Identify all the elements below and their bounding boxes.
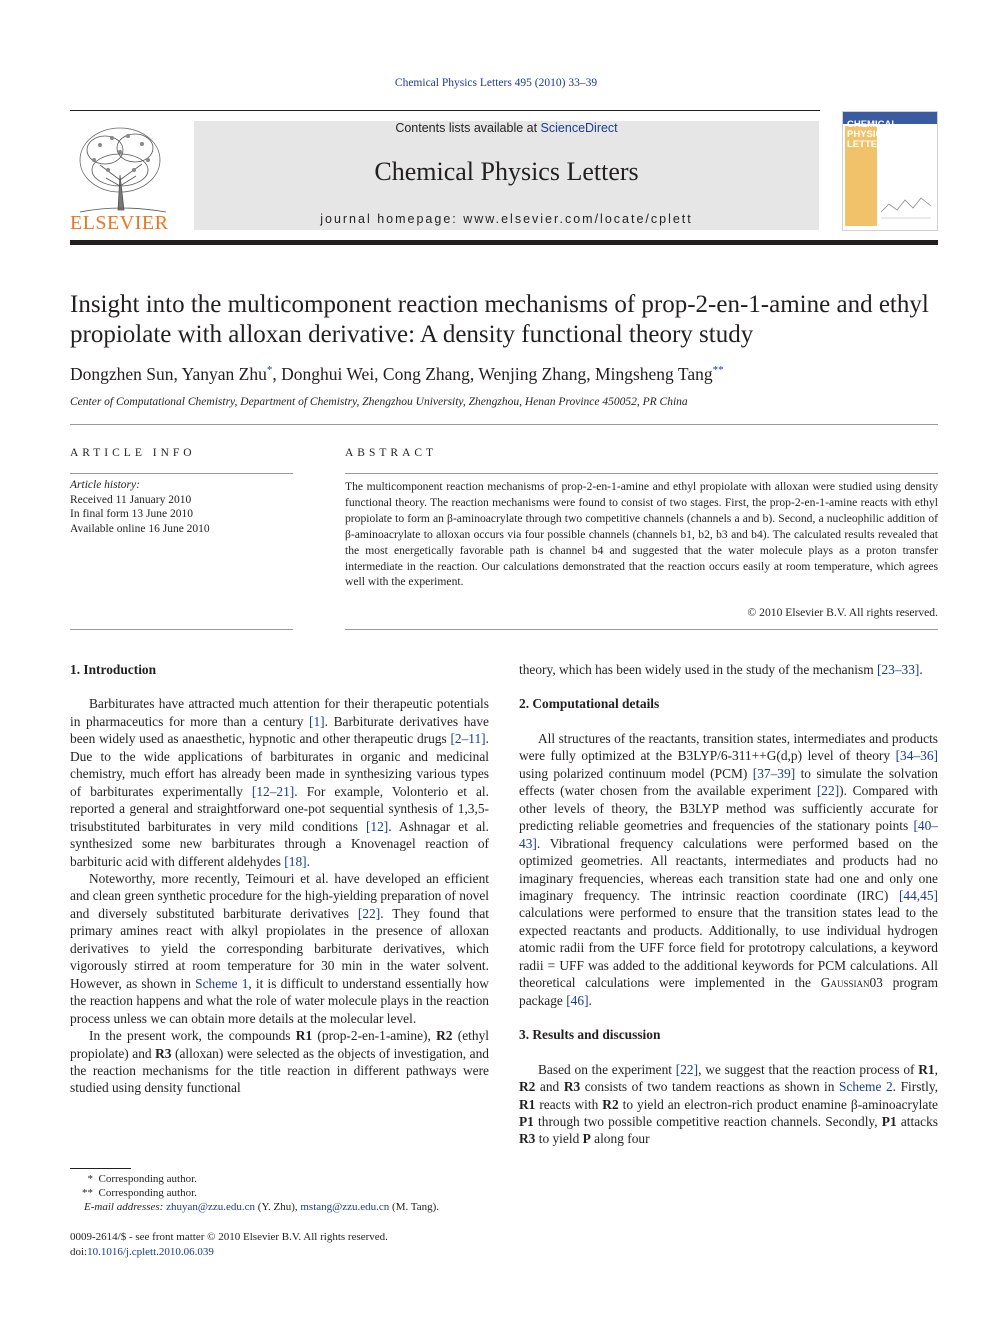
abstract-bottom-rule xyxy=(345,629,938,630)
ref-link[interactable]: [23–33] xyxy=(877,662,920,677)
ref-link[interactable]: [22] xyxy=(357,905,381,921)
ref-link[interactable]: [12] xyxy=(365,818,389,834)
ref-link[interactable]: [12–21] xyxy=(251,783,295,799)
section-2-title: 2. Computational details xyxy=(519,696,660,712)
ref-link[interactable]: [34–36] xyxy=(895,748,938,764)
ref-link[interactable]: [37–39] xyxy=(752,765,796,781)
footnote-emails: E-mail addresses: zhuyan@zzu.edu.cn (Y. Zhu), mstang@zzu.edu.cn (M. Tang). xyxy=(84,1201,440,1214)
abstract-heading: ABSTRACT xyxy=(345,447,438,459)
doi-line: doi:10.1016/j.cplett.2010.06.039 xyxy=(70,1245,214,1258)
footnote-1: * Corresponding author. xyxy=(87,1173,197,1185)
scheme-link[interactable]: Scheme 1 xyxy=(195,975,249,991)
cover-title-line-3: LETTERS xyxy=(847,139,891,150)
footnote-2: ** Corresponding author. xyxy=(82,1187,197,1200)
intro-paragraph-2: Noteworthy, more recently, Teimouri et al. have developed an efficient and clean green synthetic procedure for the high-yielding preparation of novel and diversely substituted barbiturate derivatives [22]. They found that primary amines react with alkyl propiolates in the presence of alloxan derivatives to yield the corresponding barbiturate derivatives, which vigorously stirred at room temperature for 30 min in the water solvent. However, as shown in Scheme 1, it is difficult to understand essentially how the reaction happens and what the role of water molecule plays in the reaction process unless we can obtain more details at the molecular level. xyxy=(70,870,489,1026)
authors-part-1: Dongzhen Sun, Yanyan Zhu xyxy=(70,364,267,384)
body-column-left xyxy=(70,661,489,1097)
article-history xyxy=(70,478,293,536)
corresponding-author-mark-2[interactable]: ** xyxy=(712,364,724,377)
affiliation: Center of Computational Chemistry, Department of Chemistry, Zhengzhou University, Zhengzhou, Henan Province 450052, PR China xyxy=(70,396,688,408)
intro-paragraph-3: In the present work, the compounds R1 (prop-2-en-1-amine), R2 (ethyl propiolate) and R3 (alloxan) were selected as the objects of investigation, and the reaction mechanisms for the title reaction in different pathways were studied using density functional xyxy=(70,1028,489,1096)
article-title: Insight into the multicomponent reaction mechanisms of prop-2-en-1-amine and ethyl propiolate with alloxan derivative: A density functional theory study xyxy=(70,291,929,348)
computational-paragraph: All structures of the reactants, transition states, intermediates and products were fully optimized at the B3LYP/6-311++G(d,p) level of theory [34–36] using polarized continuum model (PCM) [37–39] to simulate the solvation effects (water chosen from the available experiment [22]). Compared with other levels of theory, the B3LYP method was sufficiently accurate for predicting reliable geometries and frequencies of the stationary points [40–43]. Vibrational frequency calculations were performed based on the optimized geometries. All reactants, intermediates and products had no imaginary frequencies, whereas each transition state had one and only one imaginary frequency. The intrinsic reaction coordinate (IRC) [44,45] calculations were performed to ensure that the transition states lead to the expected reactants and products. Additionally, to use individual hydrogen atomic radii from the UFF force field for prototropy calculations, a keyword radii = UFF was added to the additional keywords for PCM calculations. All theoretical calculations were implemented in the Gaussian03 program package [46]. xyxy=(519,730,938,1008)
email-link[interactable]: mstang@zzu.edu.cn xyxy=(300,1201,390,1214)
cover-title-line-1: CHEMICAL xyxy=(847,119,898,130)
abstract-text: The multicomponent reaction mechanisms of prop-2-en-1-amine and ethyl propiolate with alloxan were studied using density functional theory. The reaction mechanisms were found to consist of two stages. First, the prop-2-en-1-amine reacts with ethyl propiolate to form an β-aminoacrylate through two competitive channels (channels a and b). Second, a nucleophilic addition of β-aminoacrylate to alloxan occurs via four possible channels (channels b1, b2, b3 and b4). The calculated results revealed that the most energetically favorable path is channel b4 and suggested that the water molecule plays as a proton transfer intermediate in the reaction. Our calculations demonstrated that the reaction occurs easily at room temperature, which agrees well with the experiment. xyxy=(345,480,938,589)
abstract-rule xyxy=(345,473,938,474)
ref-link[interactable]: [40–43] xyxy=(519,818,938,851)
intro-paragraph-1: Barbiturates have attracted much attention for their therapeutic potentials in pharmaceutics for more than a century [1]. Barbiturate derivatives have been widely used as anaesthetic, hypnotic and other therapeutic drugs [2–11]. Due to the wide applications of barbiturates in organic and medicinal chemistry, much effort has already been made in synthesizing various types of barbiturates experimentally [12–21]. For example, Volonterio et al. reported a general and straightforward one-pot sequential synthesis of 1,3,5-trisubstituted barbiturates in very mild conditions [12]. Ashnagar et al. synthesized some new barbiturates through a Knovenagel reaction of barbituric acid with different aldehydes [18]. xyxy=(70,696,489,869)
received-date: Received 11 January 2010 xyxy=(70,493,192,506)
results-paragraph: Based on the experiment [22], we suggest that the reaction process of R1, R2 and R3 consists of two tandem reactions as shown in Scheme 2. Firstly, R1 reacts with R2 to yield an electron-rich product enamine β-aminoacrylate P1 through two possible competitive reaction channels. Secondly, P1 attacks R3 to yield P along four xyxy=(519,1061,939,1147)
cover-graphic-icon xyxy=(879,182,935,222)
footnote-rule xyxy=(70,1168,131,1169)
ref-link[interactable]: [2–11] xyxy=(450,731,486,747)
article-info-rule xyxy=(70,473,293,474)
doi-link[interactable]: 10.1016/j.cplett.2010.06.039 xyxy=(87,1245,214,1258)
affiliation-rule xyxy=(70,424,938,425)
header-thick-rule xyxy=(70,240,938,245)
section-3-title: 3. Results and discussion xyxy=(519,1027,661,1043)
scheme-link[interactable]: Scheme 2 xyxy=(839,1079,893,1095)
front-matter-note: 0009-2614/$ - see front matter © 2010 Elsevier B.V. All rights reserved. xyxy=(70,1231,388,1243)
cover-title xyxy=(847,120,897,150)
article-info-heading: ARTICLE INFO xyxy=(70,447,196,459)
ref-link[interactable]: [22] xyxy=(816,783,840,799)
journal-name: Chemical Physics Letters xyxy=(374,157,639,186)
intro-paragraph-3-continued: theory, which has been widely used in the study of the mechanism [23–33]. xyxy=(519,662,923,677)
contents-line xyxy=(194,121,819,135)
elsevier-logo[interactable] xyxy=(70,120,180,235)
body-column-right xyxy=(519,661,938,1148)
header-top-rule xyxy=(70,110,820,111)
email-link[interactable]: zhuyan@zzu.edu.cn xyxy=(166,1201,256,1214)
elsevier-wordmark: ELSEVIER xyxy=(70,212,169,234)
ref-link[interactable]: [18] xyxy=(284,853,307,869)
cover-title-line-2: PHYSICS xyxy=(847,129,889,140)
sciencedirect-link[interactable]: ScienceDirect xyxy=(540,121,618,135)
issn-line xyxy=(70,1230,489,1259)
journal-cover-thumbnail[interactable] xyxy=(842,111,938,231)
article-info-bottom-rule xyxy=(70,629,293,630)
authors-part-2: , Donghui Wei, Cong Zhang, Wenjing Zhang, Mingsheng Tang xyxy=(272,364,713,384)
ref-link[interactable]: [46] xyxy=(566,992,589,1008)
ref-link[interactable]: [1] xyxy=(309,713,325,729)
online-date: Available online 16 June 2010 xyxy=(70,522,210,535)
corresponding-author-mark-1[interactable]: * xyxy=(266,364,273,377)
ref-link[interactable]: [22] xyxy=(675,1061,699,1077)
contents-prefix: Contents lists available at xyxy=(395,121,541,135)
footnotes xyxy=(70,1172,489,1215)
journal-homepage[interactable]: journal homepage: www.elsevier.com/locate/cplett xyxy=(320,212,693,226)
journal-reference-link[interactable]: Chemical Physics Letters 495 (2010) 33–39 xyxy=(394,77,598,89)
abstract-copyright: © 2010 Elsevier B.V. All rights reserved. xyxy=(747,606,938,619)
final-form-date: In final form 13 June 2010 xyxy=(70,508,193,520)
section-1-title: 1. Introduction xyxy=(70,662,157,677)
history-label: Article history: xyxy=(70,479,140,491)
author-list xyxy=(70,364,940,385)
ref-link[interactable]: [44,45] xyxy=(898,887,938,903)
